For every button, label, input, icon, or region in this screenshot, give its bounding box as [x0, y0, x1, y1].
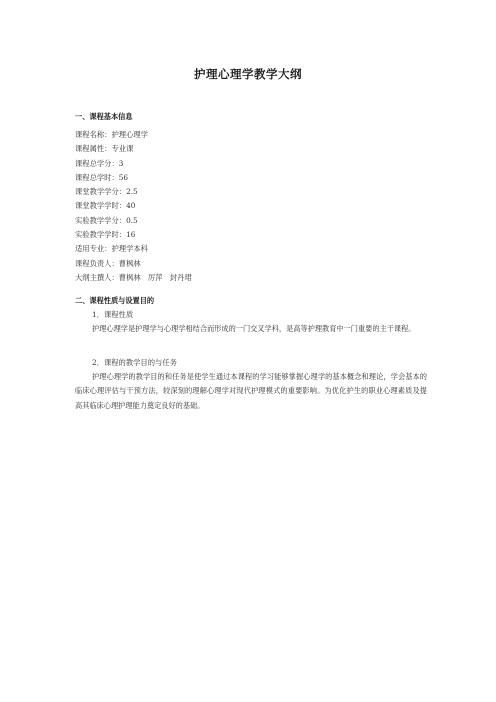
info-course-name: 课程名称：护理心理学 [75, 130, 148, 139]
info-total-hours: 课程总学时：56 [75, 172, 129, 182]
paragraph-course-nature: 护理心理学是护理学与心理学相结合而形成的一门交叉学科，是高等护理教育中一门重要的主干课程。 [92, 324, 416, 333]
info-syllabus-authors: 大纲主撰人：曹枫林 厉萍 封丹珺 [75, 272, 192, 282]
subheading-course-nature: 1．课程性质 [92, 310, 134, 319]
document-title: 护理心理学教学大纲 [194, 67, 302, 81]
info-lecture-credits: 课堂教学学分：2.5 [75, 187, 138, 197]
subheading-teaching-goals: 2．课程的教学目的与任务 [92, 358, 177, 367]
course-info-list [75, 128, 192, 285]
section-heading-course-nature: 二、课程性质与设置目的 [75, 296, 155, 305]
paragraph-teaching-goals: 护理心理学的教学目的和任务是使学生通过本课程的学习能够掌握心理学的基本概念和理论，学会基本的临床心理评估与干预方法，较深刻的理解心理学对现代护理模式的重要影响。为优化护生的职业心理素质及提高其临床心理护理能力奠定良好的基础。 [75, 372, 427, 410]
info-total-credits: 课程总学分：3 [75, 158, 124, 168]
section-heading-basic-info: 一、课程基本信息 [75, 112, 133, 121]
info-lab-hours: 实验教学学时：16 [75, 230, 136, 240]
info-applicable-major: 适用专业：护理学本科 [75, 244, 148, 254]
info-lab-credits: 实验教学学分：0.5 [75, 215, 138, 225]
info-course-leader: 课程负责人：曹枫林 [75, 258, 141, 268]
info-course-attribute: 课程属性：专业课 [75, 144, 134, 154]
info-lecture-hours: 课堂教学学时：40 [75, 201, 136, 211]
